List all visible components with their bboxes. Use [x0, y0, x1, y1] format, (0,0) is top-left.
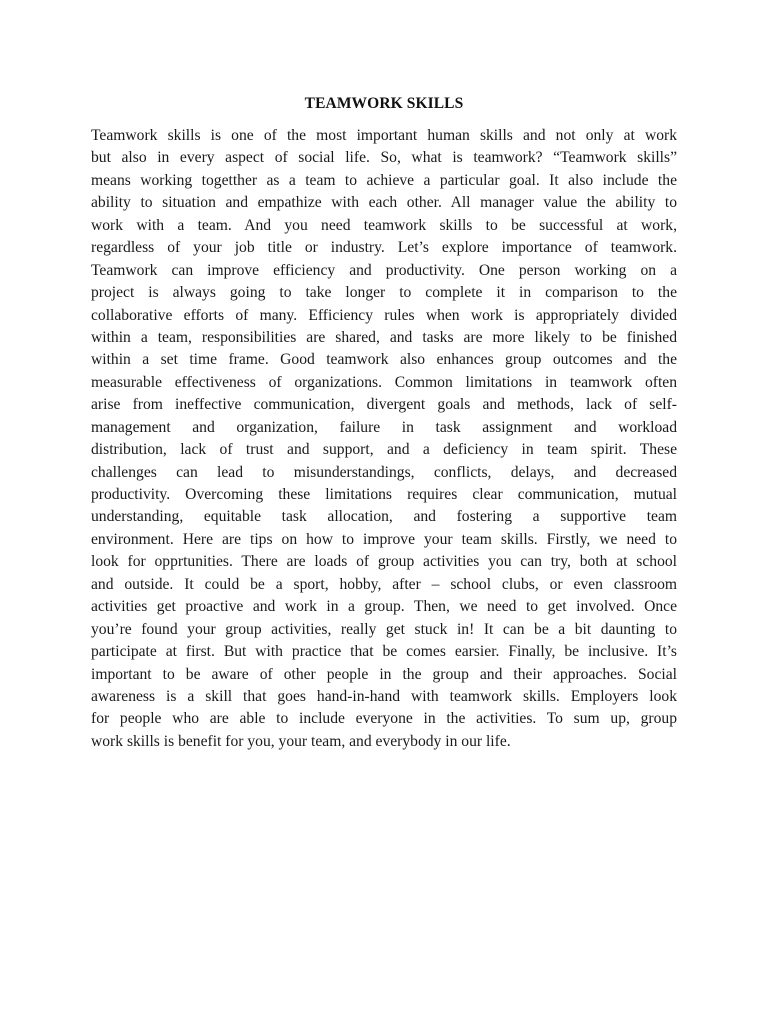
body-line: understanding, equitable task allocation, and fostering a supportive team [91, 508, 677, 526]
body-line: look for opprtunities. There are loads of group activities you can try, both at school [91, 553, 677, 571]
body-line: environment. Here are tips on how to improve your team skills. Firstly, we need to [91, 530, 677, 548]
body-line: project is always going to take longer to complete it in comparison to the [91, 284, 677, 302]
body-line: measurable effectiveness of organizations. Common limitations in teamwork often [91, 373, 677, 391]
body-line: work skills is benefit for you, your team, and everybody in our life. [91, 732, 511, 750]
body-line: for people who are able to include everyone in the activities. To sum up, group [91, 710, 677, 728]
body-line: arise from ineffective communication, divergent goals and methods, lack of self- [91, 396, 677, 414]
body-line: collaborative efforts of many. Efficiency rules when work is appropriately divided [91, 306, 677, 324]
body-line: and outside. It could be a sport, hobby, after – school clubs, or even classroom [91, 575, 677, 593]
body-line: distribution, lack of trust and support, and a deficiency in team spirit. These [91, 441, 677, 459]
body-line: within a team, responsibilities are shared, and tasks are more likely to be finished [91, 328, 677, 346]
body-line: but also in every aspect of social life. So, what is teamwork? “Teamwork skills” [91, 149, 677, 167]
body-line: management and organization, failure in task assignment and workload [91, 418, 677, 436]
body-line: means working togetther as a team to achieve a particular goal. It also include the [91, 171, 677, 189]
body-line: within a set time frame. Good teamwork also enhances group outcomes and the [91, 351, 677, 369]
body-line: work with a team. And you need teamwork skills to be successful at work, [91, 216, 677, 234]
document-body [91, 125, 677, 753]
body-line: Teamwork can improve efficiency and productivity. One person working on a [91, 261, 677, 279]
body-line: participate at first. But with practice that be comes earsier. Finally, be inclusive. It’s [91, 643, 677, 661]
body-line: regardless of your job title or industry. Let’s explore importance of teamwork. [91, 239, 677, 257]
body-line: ability to situation and empathize with each other. All manager value the ability to [91, 194, 677, 212]
body-line: challenges can lead to misunderstandings, conflicts, delays, and decreased [91, 463, 677, 481]
body-line: activities get proactive and work in a group. Then, we need to get involved. Once [91, 598, 677, 616]
body-line: productivity. Overcoming these limitations requires clear communication, mutual [91, 486, 677, 503]
body-line: you’re found your group activities, really get stuck in! It can be a bit daunting to [91, 620, 677, 638]
document-title: TEAMWORK SKILLS [304, 95, 464, 112]
body-line: important to be aware of other people in the group and their approaches. Social [91, 665, 677, 683]
body-line: awareness is a skill that goes hand-in-hand with teamwork skills. Employers look [91, 687, 677, 705]
body-line: Teamwork skills is one of the most important human skills and not only at work [91, 127, 677, 144]
